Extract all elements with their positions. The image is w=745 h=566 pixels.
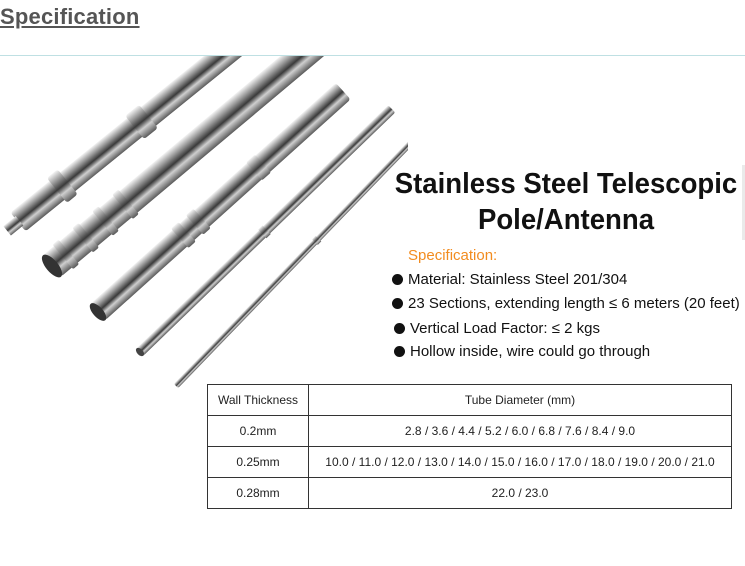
bullet-icon — [392, 274, 403, 285]
telescopic-poles-image — [0, 56, 408, 396]
table-row — [208, 447, 732, 478]
cell-diameters: 2.8 / 3.6 / 4.4 / 5.2 / 6.0 / 6.8 / 7.6 / 8.4 / 9.0 — [309, 416, 732, 447]
bullet-icon — [392, 298, 403, 309]
section-title: Specification — [0, 4, 140, 29]
cell-thickness: 0.2mm — [208, 416, 309, 447]
feature-text: Vertical Load Factor: ≤ 2 kgs — [410, 320, 600, 337]
list-item — [394, 320, 600, 337]
bullet-icon — [394, 323, 405, 334]
feature-text: 23 Sections, extending length ≤ 6 meters (20 feet) — [408, 295, 740, 312]
feature-text: Hollow inside, wire could go through — [410, 343, 651, 360]
table-header-row — [208, 385, 732, 416]
spec-table — [207, 384, 732, 509]
product-title-line1: Stainless Steel Telescopic — [394, 168, 738, 200]
list-item — [392, 271, 627, 288]
spec-label: Specification: — [408, 247, 498, 264]
header-wall-thickness: Wall Thickness — [208, 385, 309, 416]
list-item — [392, 295, 740, 312]
feature-text: Material: Stainless Steel 201/304 — [408, 271, 628, 288]
cell-diameters: 10.0 / 11.0 / 12.0 / 13.0 / 14.0 / 15.0 / 16.0 / 17.0 / 18.0 / 19.0 / 20.0 / 21.0 — [309, 447, 732, 478]
cell-thickness: 0.25mm — [208, 447, 309, 478]
cell-thickness: 0.28mm — [208, 478, 309, 509]
product-title — [385, 166, 745, 238]
list-item — [394, 343, 650, 360]
product-title-line2: Pole/Antenna — [477, 204, 655, 236]
bullet-icon — [394, 346, 405, 357]
cell-diameters: 22.0 / 23.0 — [309, 478, 732, 509]
table-row — [208, 478, 732, 509]
table-row — [208, 416, 732, 447]
header-tube-diameter: Tube Diameter (mm) — [309, 385, 732, 416]
